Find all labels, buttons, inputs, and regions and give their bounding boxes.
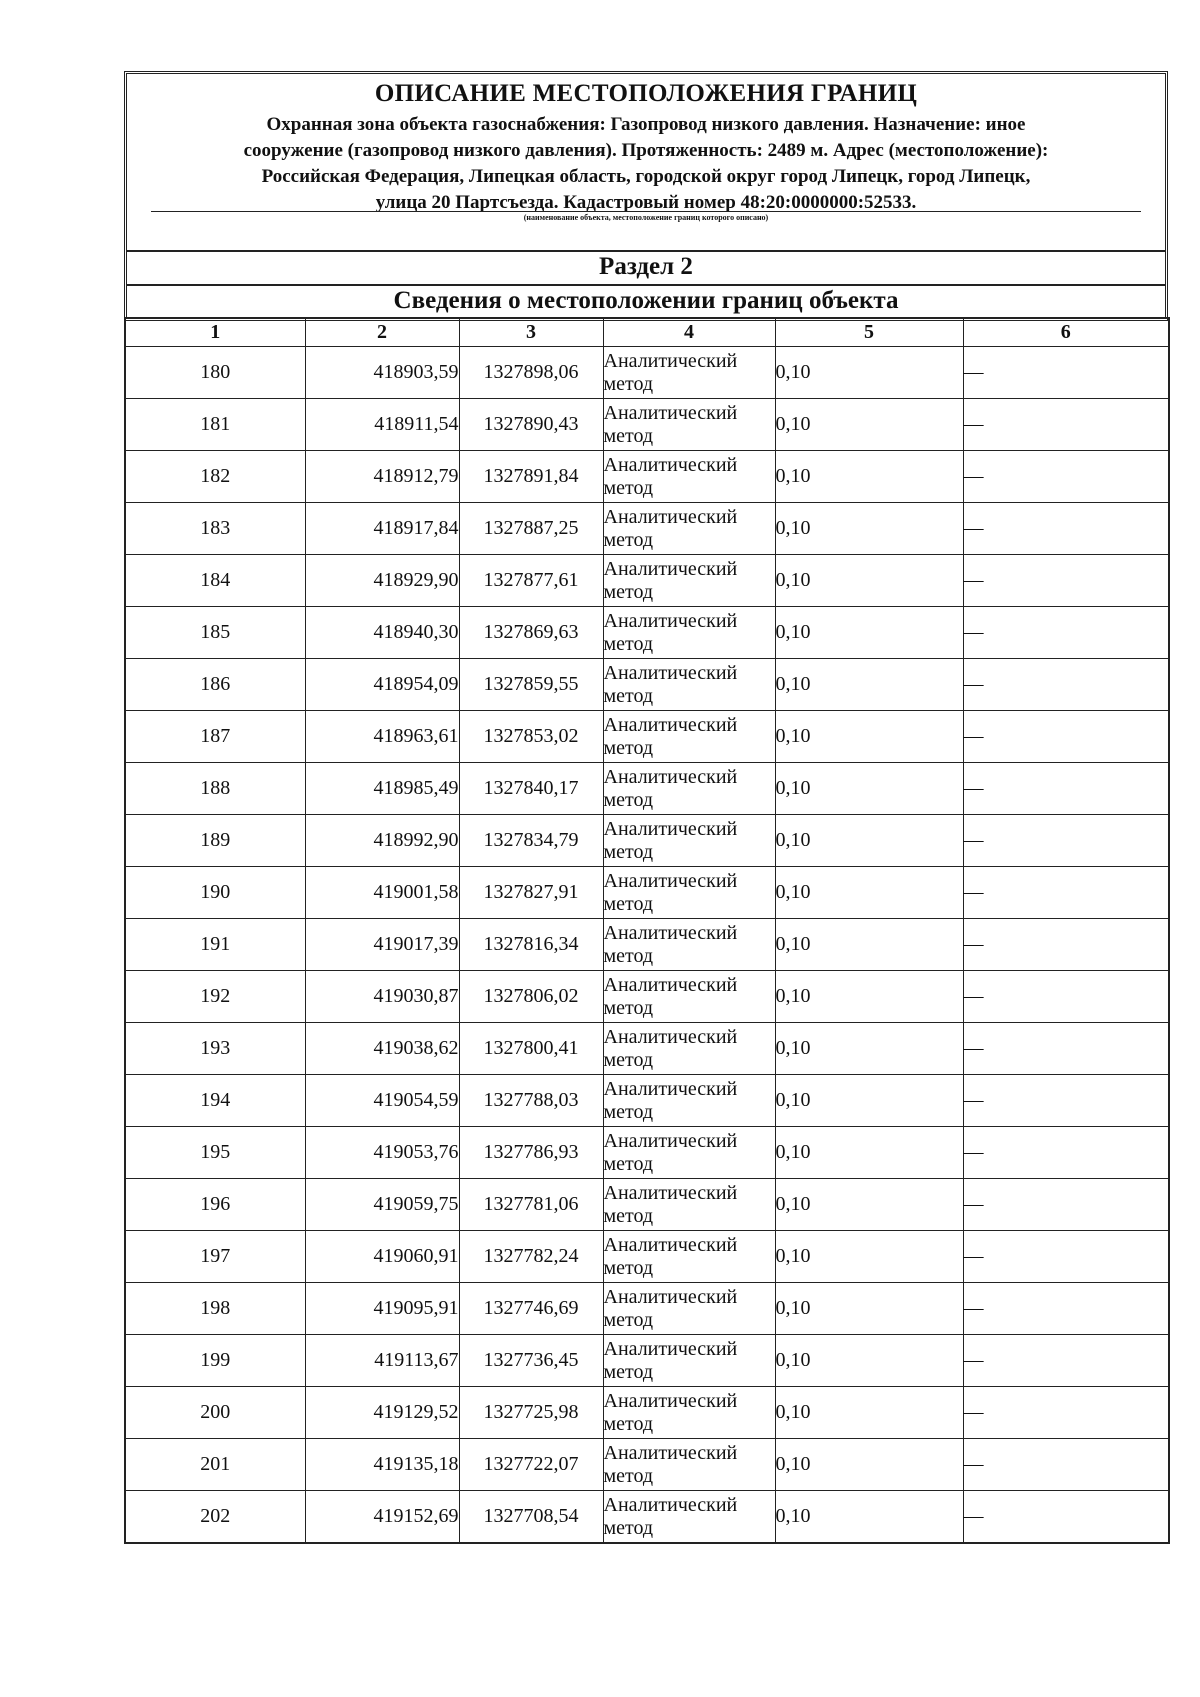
note-cell: — [963, 503, 1169, 555]
coordinate-y-cell: 1327827,91 [459, 867, 603, 919]
point-number-cell: 188 [125, 763, 305, 815]
document-header-frame [124, 71, 1168, 321]
coordinate-x-cell: 418940,30 [305, 607, 459, 659]
accuracy-cell: 0,10 [775, 763, 963, 815]
description-caption: (наименование объекта, местоположение границ которого описано) [523, 213, 769, 222]
method-cell [603, 711, 775, 763]
method-line: Аналитический [603, 1285, 738, 1308]
point-number-cell: 182 [125, 451, 305, 503]
method-line: метод [603, 996, 654, 1019]
table-row [125, 503, 1169, 555]
accuracy-cell: 0,10 [775, 1023, 963, 1075]
coordinate-y-cell: 1327834,79 [459, 815, 603, 867]
accuracy-cell: 0,10 [775, 1283, 963, 1335]
object-description [157, 112, 1135, 216]
point-number-cell: 192 [125, 971, 305, 1023]
method-line: Аналитический [603, 349, 738, 372]
note-cell: — [963, 659, 1169, 711]
table-row [125, 763, 1169, 815]
coordinate-y-cell: 1327898,06 [459, 347, 603, 399]
column-header: 4 [603, 318, 775, 347]
coordinate-x-cell: 419135,18 [305, 1439, 459, 1491]
note-cell: — [963, 347, 1169, 399]
coordinate-x-cell: 419038,62 [305, 1023, 459, 1075]
method-line: Аналитический [603, 453, 738, 476]
method-line: метод [603, 840, 654, 863]
method-line: Аналитический [603, 973, 738, 996]
method-line: метод [603, 632, 654, 655]
coordinates-table [124, 317, 1170, 1544]
method-cell [603, 503, 775, 555]
coordinate-x-cell: 419053,76 [305, 1127, 459, 1179]
table-row [125, 607, 1169, 659]
coordinate-x-cell: 419017,39 [305, 919, 459, 971]
note-cell: — [963, 555, 1169, 607]
note-cell: — [963, 1491, 1169, 1544]
accuracy-cell: 0,10 [775, 399, 963, 451]
method-cell [603, 607, 775, 659]
method-cell [603, 1023, 775, 1075]
table-row [125, 971, 1169, 1023]
coordinate-x-cell: 418954,09 [305, 659, 459, 711]
coordinate-y-cell: 1327788,03 [459, 1075, 603, 1127]
object-description-line: улица 20 Партсъезда. Кадастровый номер 48:20:0000000:52533. [375, 192, 917, 213]
method-cell [603, 451, 775, 503]
accuracy-cell: 0,10 [775, 1387, 963, 1439]
coordinate-x-cell: 418985,49 [305, 763, 459, 815]
coordinate-y-cell: 1327782,24 [459, 1231, 603, 1283]
accuracy-cell: 0,10 [775, 347, 963, 399]
note-cell: — [963, 867, 1169, 919]
description-underline [151, 211, 1141, 212]
coordinate-y-cell: 1327840,17 [459, 763, 603, 815]
point-number-cell: 195 [125, 1127, 305, 1179]
accuracy-cell: 0,10 [775, 659, 963, 711]
coordinate-x-cell: 419030,87 [305, 971, 459, 1023]
method-line: метод [603, 1516, 654, 1539]
method-cell [603, 763, 775, 815]
note-cell: — [963, 1335, 1169, 1387]
method-line: метод [603, 528, 654, 551]
method-cell [603, 1439, 775, 1491]
table-row [125, 1335, 1169, 1387]
method-line: метод [603, 1048, 654, 1071]
method-line: метод [603, 1464, 654, 1487]
coordinate-x-cell: 418929,90 [305, 555, 459, 607]
method-cell [603, 659, 775, 711]
point-number-cell: 180 [125, 347, 305, 399]
column-header: 2 [305, 318, 459, 347]
coordinate-y-cell: 1327891,84 [459, 451, 603, 503]
coordinate-x-cell: 418917,84 [305, 503, 459, 555]
table-row [125, 1387, 1169, 1439]
method-line: метод [603, 736, 654, 759]
coordinate-y-cell: 1327869,63 [459, 607, 603, 659]
coordinate-x-cell: 418903,59 [305, 347, 459, 399]
method-line: Аналитический [603, 817, 738, 840]
point-number-cell: 187 [125, 711, 305, 763]
method-line: метод [603, 1360, 654, 1383]
point-number-cell: 199 [125, 1335, 305, 1387]
coordinate-x-cell: 418911,54 [305, 399, 459, 451]
coordinate-x-cell: 419001,58 [305, 867, 459, 919]
section-number: Раздел 2 [599, 253, 693, 280]
note-cell: — [963, 711, 1169, 763]
table-row [125, 1231, 1169, 1283]
note-cell: — [963, 1075, 1169, 1127]
coordinate-x-cell: 419113,67 [305, 1335, 459, 1387]
accuracy-cell: 0,10 [775, 503, 963, 555]
method-line: метод [603, 788, 654, 811]
note-cell: — [963, 919, 1169, 971]
point-number-cell: 200 [125, 1387, 305, 1439]
table-row [125, 451, 1169, 503]
method-cell [603, 347, 775, 399]
table-row [125, 815, 1169, 867]
accuracy-cell: 0,10 [775, 451, 963, 503]
table-body [125, 347, 1169, 1544]
point-number-cell: 186 [125, 659, 305, 711]
note-cell: — [963, 815, 1169, 867]
method-line: метод [603, 476, 654, 499]
method-line: Аналитический [603, 1493, 738, 1516]
coordinate-y-cell: 1327877,61 [459, 555, 603, 607]
method-line: Аналитический [603, 765, 738, 788]
accuracy-cell: 0,10 [775, 1179, 963, 1231]
table-row [125, 659, 1169, 711]
table-row [125, 399, 1169, 451]
table-row [125, 1075, 1169, 1127]
coordinate-y-cell: 1327736,45 [459, 1335, 603, 1387]
point-number-cell: 191 [125, 919, 305, 971]
method-line: Аналитический [603, 1441, 738, 1464]
method-line: Аналитический [603, 713, 738, 736]
coordinate-y-cell: 1327786,93 [459, 1127, 603, 1179]
note-cell: — [963, 1387, 1169, 1439]
point-number-cell: 189 [125, 815, 305, 867]
table-header-row [125, 318, 1169, 347]
table-row [125, 711, 1169, 763]
method-cell [603, 1335, 775, 1387]
accuracy-cell: 0,10 [775, 971, 963, 1023]
coordinate-x-cell: 419152,69 [305, 1491, 459, 1544]
coordinate-y-cell: 1327853,02 [459, 711, 603, 763]
method-line: Аналитический [603, 505, 738, 528]
object-description-line: сооружение (газопровод низкого давления). Протяженность: 2489 м. Адрес (местоположение): [243, 140, 1049, 161]
object-description-line: Охранная зона объекта газоснабжения: Газопровод низкого давления. Назначение: иное [266, 114, 1026, 135]
point-number-cell: 201 [125, 1439, 305, 1491]
accuracy-cell: 0,10 [775, 1127, 963, 1179]
method-line: Аналитический [603, 1077, 738, 1100]
column-header: 6 [963, 318, 1169, 347]
coordinate-y-cell: 1327746,69 [459, 1283, 603, 1335]
method-line: метод [603, 1412, 654, 1435]
note-cell: — [963, 1231, 1169, 1283]
note-cell: — [963, 1023, 1169, 1075]
coordinate-y-cell: 1327800,41 [459, 1023, 603, 1075]
note-cell: — [963, 1283, 1169, 1335]
method-cell [603, 1127, 775, 1179]
method-line: Аналитический [603, 869, 738, 892]
method-line: метод [603, 1308, 654, 1331]
note-cell: — [963, 763, 1169, 815]
method-line: Аналитический [603, 609, 738, 632]
accuracy-cell: 0,10 [775, 607, 963, 659]
coordinate-x-cell: 419095,91 [305, 1283, 459, 1335]
method-line: Аналитический [603, 1337, 738, 1360]
method-line: Аналитический [603, 401, 738, 424]
method-cell [603, 919, 775, 971]
method-line: метод [603, 1204, 654, 1227]
accuracy-cell: 0,10 [775, 555, 963, 607]
method-line: метод [603, 1100, 654, 1123]
accuracy-cell: 0,10 [775, 815, 963, 867]
point-number-cell: 185 [125, 607, 305, 659]
note-cell: — [963, 607, 1169, 659]
table-row [125, 867, 1169, 919]
column-header: 1 [125, 318, 305, 347]
table-row [125, 1179, 1169, 1231]
coordinate-x-cell: 418992,90 [305, 815, 459, 867]
method-line: Аналитический [603, 921, 738, 944]
method-line: метод [603, 1256, 654, 1279]
accuracy-cell: 0,10 [775, 867, 963, 919]
method-cell [603, 867, 775, 919]
coordinate-y-cell: 1327725,98 [459, 1387, 603, 1439]
table-row [125, 555, 1169, 607]
coordinate-x-cell: 419059,75 [305, 1179, 459, 1231]
method-line: Аналитический [603, 557, 738, 580]
accuracy-cell: 0,10 [775, 919, 963, 971]
coordinate-y-cell: 1327806,02 [459, 971, 603, 1023]
document-title: ОПИСАНИЕ МЕСТОПОЛОЖЕНИЯ ГРАНИЦ [374, 80, 918, 107]
method-line: метод [603, 580, 654, 603]
method-line: метод [603, 892, 654, 915]
method-cell [603, 1491, 775, 1544]
method-line: Аналитический [603, 1181, 738, 1204]
object-description-line: Российская Федерация, Липецкая область, городской округ город Липецк, город Липецк, [261, 166, 1031, 187]
method-cell [603, 1179, 775, 1231]
coordinate-x-cell: 419129,52 [305, 1387, 459, 1439]
accuracy-cell: 0,10 [775, 1439, 963, 1491]
method-cell [603, 815, 775, 867]
point-number-cell: 193 [125, 1023, 305, 1075]
coordinate-x-cell: 419054,59 [305, 1075, 459, 1127]
column-header: 5 [775, 318, 963, 347]
point-number-cell: 181 [125, 399, 305, 451]
point-number-cell: 194 [125, 1075, 305, 1127]
table-row [125, 1023, 1169, 1075]
method-cell [603, 1283, 775, 1335]
note-cell: — [963, 451, 1169, 503]
coordinate-y-cell: 1327887,25 [459, 503, 603, 555]
coordinate-y-cell: 1327890,43 [459, 399, 603, 451]
coordinate-y-cell: 1327816,34 [459, 919, 603, 971]
method-line: Аналитический [603, 661, 738, 684]
coordinate-y-cell: 1327859,55 [459, 659, 603, 711]
divider-line [127, 250, 1165, 252]
method-cell [603, 971, 775, 1023]
note-cell: — [963, 1127, 1169, 1179]
table-row [125, 1491, 1169, 1544]
note-cell: — [963, 1179, 1169, 1231]
point-number-cell: 184 [125, 555, 305, 607]
method-cell [603, 1231, 775, 1283]
note-cell: — [963, 399, 1169, 451]
table-row [125, 1127, 1169, 1179]
method-cell [603, 555, 775, 607]
method-cell [603, 1075, 775, 1127]
method-line: Аналитический [603, 1389, 738, 1412]
point-number-cell: 202 [125, 1491, 305, 1544]
accuracy-cell: 0,10 [775, 1335, 963, 1387]
table-row [125, 347, 1169, 399]
method-cell [603, 1387, 775, 1439]
method-line: метод [603, 1152, 654, 1175]
point-number-cell: 190 [125, 867, 305, 919]
point-number-cell: 196 [125, 1179, 305, 1231]
method-line: метод [603, 424, 654, 447]
accuracy-cell: 0,10 [775, 711, 963, 763]
accuracy-cell: 0,10 [775, 1231, 963, 1283]
coordinate-y-cell: 1327781,06 [459, 1179, 603, 1231]
method-line: Аналитический [603, 1129, 738, 1152]
method-line: метод [603, 372, 654, 395]
point-number-cell: 197 [125, 1231, 305, 1283]
method-line: метод [603, 944, 654, 967]
method-line: Аналитический [603, 1025, 738, 1048]
method-line: Аналитический [603, 1233, 738, 1256]
point-number-cell: 198 [125, 1283, 305, 1335]
coordinate-y-cell: 1327708,54 [459, 1491, 603, 1544]
method-line: метод [603, 684, 654, 707]
section-name: Сведения о местоположении границ объекта [393, 287, 899, 314]
coordinate-x-cell: 418912,79 [305, 451, 459, 503]
method-cell [603, 399, 775, 451]
table-row [125, 1439, 1169, 1491]
note-cell: — [963, 1439, 1169, 1491]
divider-line [127, 284, 1165, 286]
coordinate-x-cell: 419060,91 [305, 1231, 459, 1283]
table-row [125, 919, 1169, 971]
point-number-cell: 183 [125, 503, 305, 555]
accuracy-cell: 0,10 [775, 1491, 963, 1544]
coordinate-x-cell: 418963,61 [305, 711, 459, 763]
coordinate-y-cell: 1327722,07 [459, 1439, 603, 1491]
accuracy-cell: 0,10 [775, 1075, 963, 1127]
column-header: 3 [459, 318, 603, 347]
note-cell: — [963, 971, 1169, 1023]
table-row [125, 1283, 1169, 1335]
